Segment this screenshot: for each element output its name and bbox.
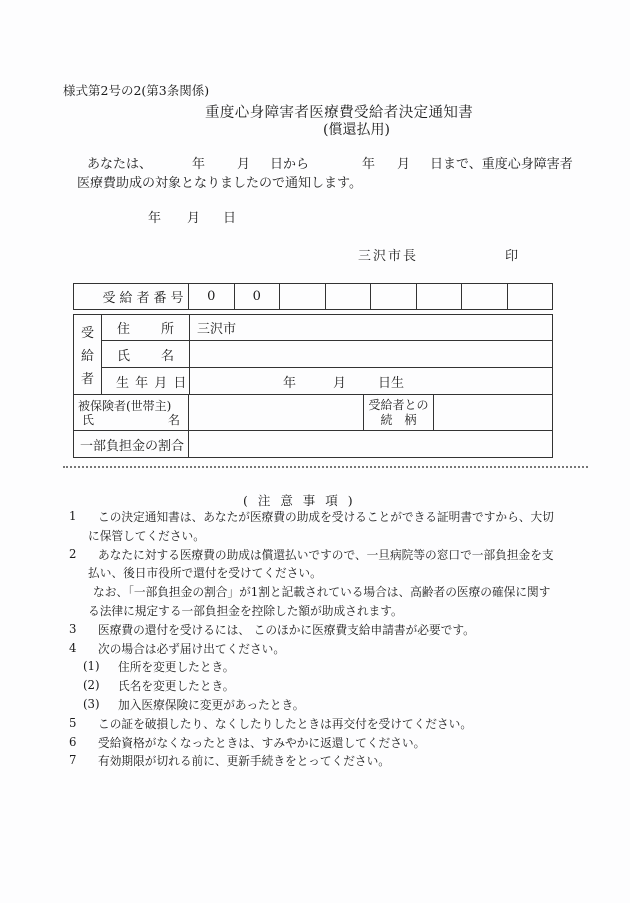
note-text: なお、「一部負担金の割合」が1割と記載されている場合は、高齢者の医療の確保に関す xyxy=(93,585,551,600)
note-text: 受給資格がなくなったときは、すみやかに返還してください。 xyxy=(98,735,426,750)
insured-person-label xyxy=(74,395,189,430)
issue-date-year-label: 年 xyxy=(148,211,162,226)
copay-value xyxy=(189,431,552,457)
birth-year-label: 年 xyxy=(283,375,297,391)
recipient-number-digit-1: 0 xyxy=(189,284,235,309)
note-item-2-line-1 xyxy=(63,545,583,564)
note-number: 1 xyxy=(69,509,77,523)
note-text: 次の場合は必ず届け出てください。 xyxy=(98,641,286,656)
note-text: 氏名を変更したとき。 xyxy=(118,679,235,694)
intro-year-to-label: 年 xyxy=(362,157,376,172)
note-item-2-line-2 xyxy=(63,563,583,582)
note-text: る法律に規定する一部負担金を控除した額が助成されます。 xyxy=(88,603,403,618)
note-item-6 xyxy=(63,733,583,752)
note-text: 加入医療保険に変更があったとき。 xyxy=(118,697,305,712)
birth-month-label: 月 xyxy=(333,375,347,391)
notes-heading: ( 注 意 事 項 ) xyxy=(243,493,356,508)
note-item-7 xyxy=(63,751,583,770)
note-item-4-sub-2 xyxy=(63,676,583,695)
name-label-right: 名 xyxy=(160,348,174,364)
note-number: 4 xyxy=(69,640,77,655)
intro-year-from-label: 年 xyxy=(192,157,206,172)
note-text: に保管してください。 xyxy=(88,528,205,543)
note-text: 医療費の還付を受けるには、 このほかに医療費支給申請書が必要です。 xyxy=(98,622,475,637)
issue-date-day-label: 日 xyxy=(223,211,237,226)
recipient-vertical-char-2: 給 xyxy=(80,349,94,364)
note-sub-number: (3) xyxy=(83,696,100,711)
copay-row xyxy=(74,431,552,457)
note-item-2-line-4 xyxy=(63,601,583,620)
note-item-1-line-1 xyxy=(63,507,583,526)
note-item-1-line-2 xyxy=(63,526,583,545)
birthdate-value xyxy=(190,368,552,394)
intro-day-to-label: 日まで、重度心身障害者 xyxy=(430,157,573,172)
form-number: 様式第2号の2(第3条関係) xyxy=(63,83,210,98)
intro-month-to-label: 月 xyxy=(397,157,411,172)
relation-label-line2: 続 柄 xyxy=(380,412,417,427)
name-value xyxy=(190,341,552,367)
intro-month-from-label: 月 xyxy=(237,157,251,172)
insured-label-line2-right: 名 xyxy=(167,412,180,427)
note-number: 5 xyxy=(69,715,77,730)
recipient-number-digit-8 xyxy=(508,284,553,309)
note-number: 6 xyxy=(69,734,77,749)
note-item-3 xyxy=(63,620,583,639)
relation-label xyxy=(364,395,434,430)
address-label-right: 所 xyxy=(160,322,174,337)
address-label-left: 住 xyxy=(117,322,131,337)
insured-label-line2 xyxy=(78,413,184,427)
insured-label-line2-left: 氏 xyxy=(82,412,95,427)
address-value: 三沢市 xyxy=(197,322,237,337)
note-number: 7 xyxy=(69,753,77,768)
note-item-5 xyxy=(63,714,583,733)
birth-day-label: 日生 xyxy=(378,375,405,391)
intro-prefix: あなたは、 xyxy=(87,157,153,172)
note-number: 2 xyxy=(69,546,77,561)
name-row xyxy=(102,341,552,368)
note-sub-number: (2) xyxy=(83,678,100,693)
note-text: 有効期限が切れる前に、更新手続きをとってください。 xyxy=(98,754,390,769)
insured-label-line1: 被保険者(世帯主) xyxy=(78,398,172,413)
intro-day-from-label: 日から xyxy=(270,157,310,172)
recipient-vertical-char-1: 受 xyxy=(80,326,94,341)
recipient-rows xyxy=(102,315,552,394)
recipient-vertical-char-3: 者 xyxy=(80,372,94,387)
document-subtitle: (償還払用) xyxy=(323,122,390,138)
issuer-title: 三沢市長 xyxy=(358,249,419,264)
address-label xyxy=(102,315,190,340)
name-label xyxy=(102,341,190,367)
copay-label: 一部負担金の割合 xyxy=(74,431,189,457)
issue-date-month-label: 月 xyxy=(187,211,201,226)
recipient-number-digit-4 xyxy=(326,284,372,309)
intro-line-2: 医療費助成の対象となりましたので通知します。 xyxy=(77,176,362,191)
document-title: 重度心身障害者医療費受給者決定通知書 xyxy=(205,105,474,121)
recipient-number-digit-7 xyxy=(462,284,508,309)
recipient-section xyxy=(74,315,552,395)
relation-label-line1: 受給者との xyxy=(368,398,429,412)
note-text: 払い、後日市役所で還付を受けてください。 xyxy=(88,566,322,581)
note-item-4-sub-1 xyxy=(63,657,583,676)
name-label-left: 氏 xyxy=(117,348,131,364)
recipient-number-digit-5 xyxy=(371,284,417,309)
intro-line-1 xyxy=(0,153,630,171)
note-text: この決定通知書は、あなたが医療費の助成を受けることができる証明書ですから、大切 xyxy=(98,510,554,524)
dotted-separator xyxy=(63,466,588,468)
note-text: この証を破損したり、なくしたりしたときは再交付を受けてください。 xyxy=(98,716,473,731)
recipient-info-table xyxy=(73,314,553,458)
note-item-4-sub-3 xyxy=(63,695,583,714)
recipient-number-table xyxy=(73,283,553,310)
recipient-vertical-label xyxy=(74,315,102,394)
issue-date-line xyxy=(0,207,630,225)
note-item-2-line-3 xyxy=(63,582,583,601)
note-item-4 xyxy=(63,639,583,658)
notes-list xyxy=(63,507,583,770)
recipient-number-digit-2: 0 xyxy=(235,284,281,309)
address-row xyxy=(102,315,552,341)
note-text: 住所を変更したとき。 xyxy=(118,660,235,675)
recipient-number-digit-6 xyxy=(417,284,463,309)
relation-value xyxy=(434,395,552,430)
birthdate-label: 生 年 月 日 xyxy=(102,368,190,394)
note-number: 3 xyxy=(69,621,77,636)
note-text: あなたに対する医療費の助成は償還払いですので、一旦病院等の窓口で一部負担金を支 xyxy=(98,547,554,562)
birthdate-row xyxy=(102,368,552,394)
note-sub-number: (1) xyxy=(83,659,100,674)
insured-person-row xyxy=(74,395,552,431)
seal-placeholder: 印 xyxy=(505,249,519,264)
insured-person-value xyxy=(189,395,364,430)
recipient-number-label: 受給者番号 xyxy=(74,284,189,309)
recipient-number-digit-3 xyxy=(280,284,326,309)
